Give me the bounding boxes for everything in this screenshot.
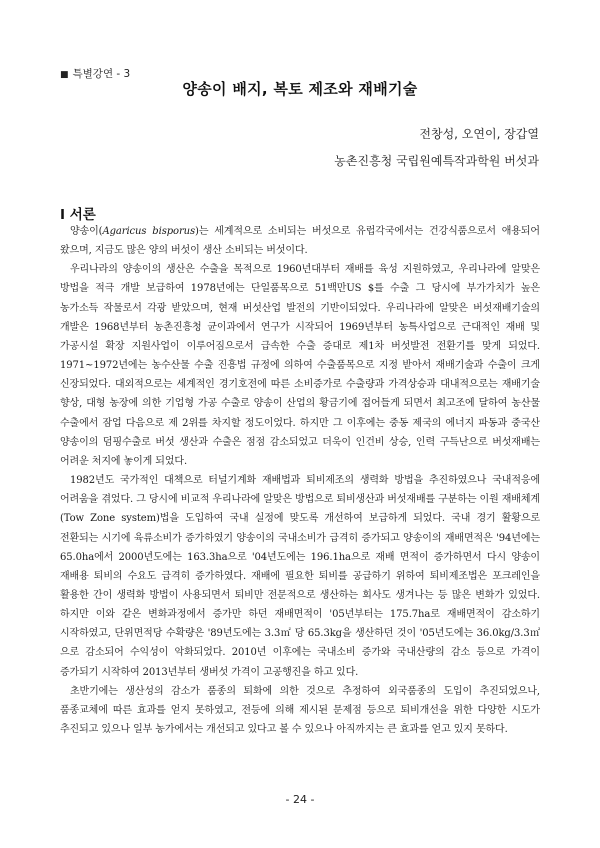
square-bullet-icon: ■ [60, 70, 69, 80]
lecture-label-text: 특별강연 - 3 [72, 68, 131, 80]
paragraph-lead: 양송이( [70, 226, 103, 237]
body-text [60, 222, 540, 739]
affiliation: 농촌진흥청 국립원예특작과학원 버섯과 [334, 154, 539, 168]
paragraph [60, 222, 540, 260]
document-title: 양송이 배지, 복토 제조와 재배기술 [182, 80, 418, 98]
paragraph: 1982년도 국가적인 대책으로 터널기계화 재배법과 퇴비제조의 생력화 방법을 추진하였으나 국내적응에 어려움을 겪었다. 그 당시에 비교적 우리나라에 알맞은 방법으로 퇴비생산과 버섯재배를 구분하는 이원 재배체계(Tow Zone system)법을 도입하여 국내 실정에 맞도록 개선하여 보급하게 되었다. 국내 경기 활황으로 전환되는 시기에 육류소비가 증가하였기 양송이의 국내소비가 급격히 증가되고 양송이의 재배면적은 '94년에는 65.0ha에서 2000년도에는 163.3ha으로 '04년도에는 196.1ha으로 재배 면적이 증가하면서 다시 양송이 재배용 퇴비의 수요도 급격히 증가하였다. 재배에 필요한 퇴비를 공급하기 위하여 퇴비제조법은 포크레인을 활용한 간이 생력화 방법이 사용되면서 퇴비만 전문적으로 생산하는 회사도 생겨나는 등 많은 변화가 있었다. 하지만 이와 같은 변화과정에서 증가만 하던 재배면적이 '05년부터는 175.7ha로 재배면적이 감소하기 시작하였고, 단위면적당 수확량은 '89년도에는 3.3㎡ 당 65.3kg을 생산하던 것이 '05년도에는 36.0kg/3.3㎡으로 감소되어 수익성이 악화되었다. 2010년 이후에는 국내소비 증가와 국내산량의 감소 등으로 가격이 증가되기 시작하여 2013년부터 생버섯 가격이 고공행진을 하고 있다. [60, 475, 540, 678]
paragraph: 우리나라의 양송이의 생산은 수출을 목적으로 1960년대부터 재배를 육성 지원하였고, 우리나라에 알맞은 방법을 적극 개발 보급하여 1978년에는 단일품목으로 51백만US $를 수출 그 당시에 부가가치가 높은 농가소득 작물로서 각광 받았으며, 현재 버섯산업 발전의 기반이되었다. 우리나라에 알맞은 버섯재배기술의 개발은 1968년부터 농촌진흥청 균이과에서 연구가 시작되어 1969년부터 농특사업으로 근대적인 재배 및 가공시설 확장 지원사업이 이루어짐으로서 급속한 수출 증대로 제1차 버섯발전 전환기를 맞게 되었다. 1971~1972년에는 농수산물 수출 진흥법 규정에 의하여 수출품목으로 지정 받아서 재배기술과 수출이 크게 신장되었다. 대외적으로는 세계적인 경기호전에 따른 소비증가로 수출량과 가격상승과 대내적으로는 재배기술 향상, 대형 농장에 의한 기업형 가공 수출로 양송이 산업의 황금기에 접어들게 되면서 최고조에 달하여 농산물 수출에서 잠업 다음으로 제 2위를 차지할 정도이었다. 하지만 그 이후에는 중동 제국의 에너지 파동과 중국산 양송이의 덤핑수출로 버섯 생산과 수출은 점점 감소되었고 더욱이 인건비 상승, 인력 구득난으로 버섯재배는 어려운 처지에 놓이게 되었다. [60, 264, 540, 467]
scientific-name: Agaricus bisporus [102, 226, 196, 237]
page-number: - 24 - [285, 793, 315, 806]
paragraph: 초반기에는 생산성의 감소가 품종의 퇴화에 의한 것으로 추정하여 외국품종의 도입이 추진되었으나, 품종교체에 따른 효과를 얻지 못하였고, 전등에 의해 제시된 문제점 등으로 퇴비개선을 위한 다양한 시도가 추진되고 있으나 일부 농가에서는 개선되고 있다고 볼 수 있으나 아직까지는 큰 효과를 얻고 있지 못하다. [60, 685, 540, 736]
paragraph-rest: )는 세계적으로 소비되는 버섯으로 유럽각국에서는 건강식품으로서 애용되어 왔으며, 지금도 많은 양의 버섯이 생산 소비되는 버섯이다. [60, 226, 540, 257]
authors: 전창성, 오연이, 장갑열 [419, 127, 539, 141]
section-heading: Ⅰ 서론 [60, 207, 96, 223]
